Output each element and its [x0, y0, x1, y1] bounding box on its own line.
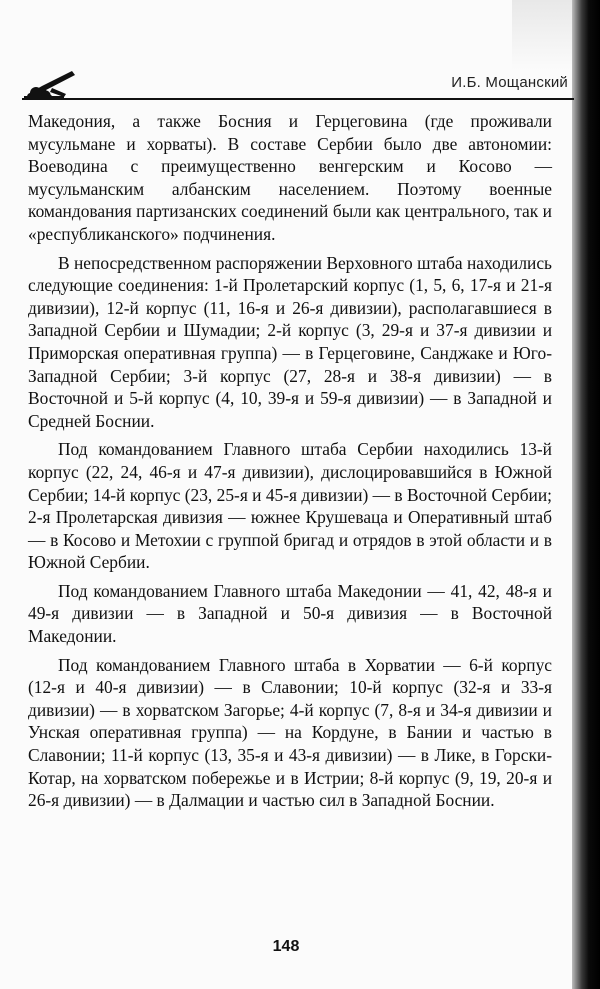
paragraph: В непосредственном распоряжении Верховного штаба находились следующие соединения: 1-й Пролетарский корпус (1, 5, 6, 17-я и 21-я дивизии), 12-й корпус (11, 16-я и 26-я дивизии), располагавшиеся в Западной Сербии и Шумадии; 2-й корпус (3, 29-я и 37-я дивизии и Приморская оперативная группа) — в Герцеговине, Санджаке и Юго-Западной Сербии; 3-й корпус (27, 28-я и 38-я дивизии) — в Восточной и 5-й корпус (4, 10, 39-я и 59-я дивизии) — в Западной и Средней Боснии.: [28, 252, 552, 431]
header-rule: [22, 98, 574, 100]
running-header: [22, 62, 574, 100]
page-number: 148: [272, 938, 300, 955]
paragraph: Под командованием Главного штаба в Хорватии — 6-й корпус (12-я и 40-я дивизии) — в Славонии; 10-й корпус (32-я и 33-я дивизии) — в хорватском Загорье; 4-й корпус (7, 8-я и 34-я дивизии и Унская оперативная группа) — на Кордуне, в Бании и частью в Славонии; 11-й корпус (13, 35-я и 43-я дивизии) — в Лике, в Горски-Котар, на хорватском побережье и в Истрии; 8-й корпус (9, 19, 20-я и 26-я дивизии) — в Далмации и частью сил в Западной Боснии.: [28, 654, 552, 811]
body-text: [28, 110, 552, 818]
scan-edge-shadow: [572, 0, 600, 989]
paragraph: Под командованием Главного штаба Сербии находились 13-й корпус (22, 24, 46-я и 47-я дивизии), дислоцировавшийся в Южной Сербии; 14-й корпус (23, 25-я и 45-я дивизии) — в Восточной Сербии; 2-я Пролетарская дивизия — южнее Крушеваца и Оперативный штаб — в Косово и Метохии с группой бригад и отрядов в этой области и в Южной Сербии.: [28, 439, 552, 573]
cannon-icon: [22, 68, 80, 100]
paragraph: Под командованием Главного штаба Македонии — 41, 42, 48-я и 49-я дивизии — в Западной и 50-я дивизия — в Восточной Македонии.: [28, 580, 552, 647]
author-name: И.Б. Мощанский: [451, 74, 568, 91]
scan-shadow-top: [512, 0, 572, 70]
paragraph: Македония, а также Босния и Герцеговина (где проживали мусульмане и хорваты). В составе Сербии было две автономии: Воеводина с преимущественно венгерским и Косово — мусульманским албанским населением. Поэтому военные командования партизанских соединений были как центрального, так и «республиканского» подчинения.: [28, 111, 552, 244]
